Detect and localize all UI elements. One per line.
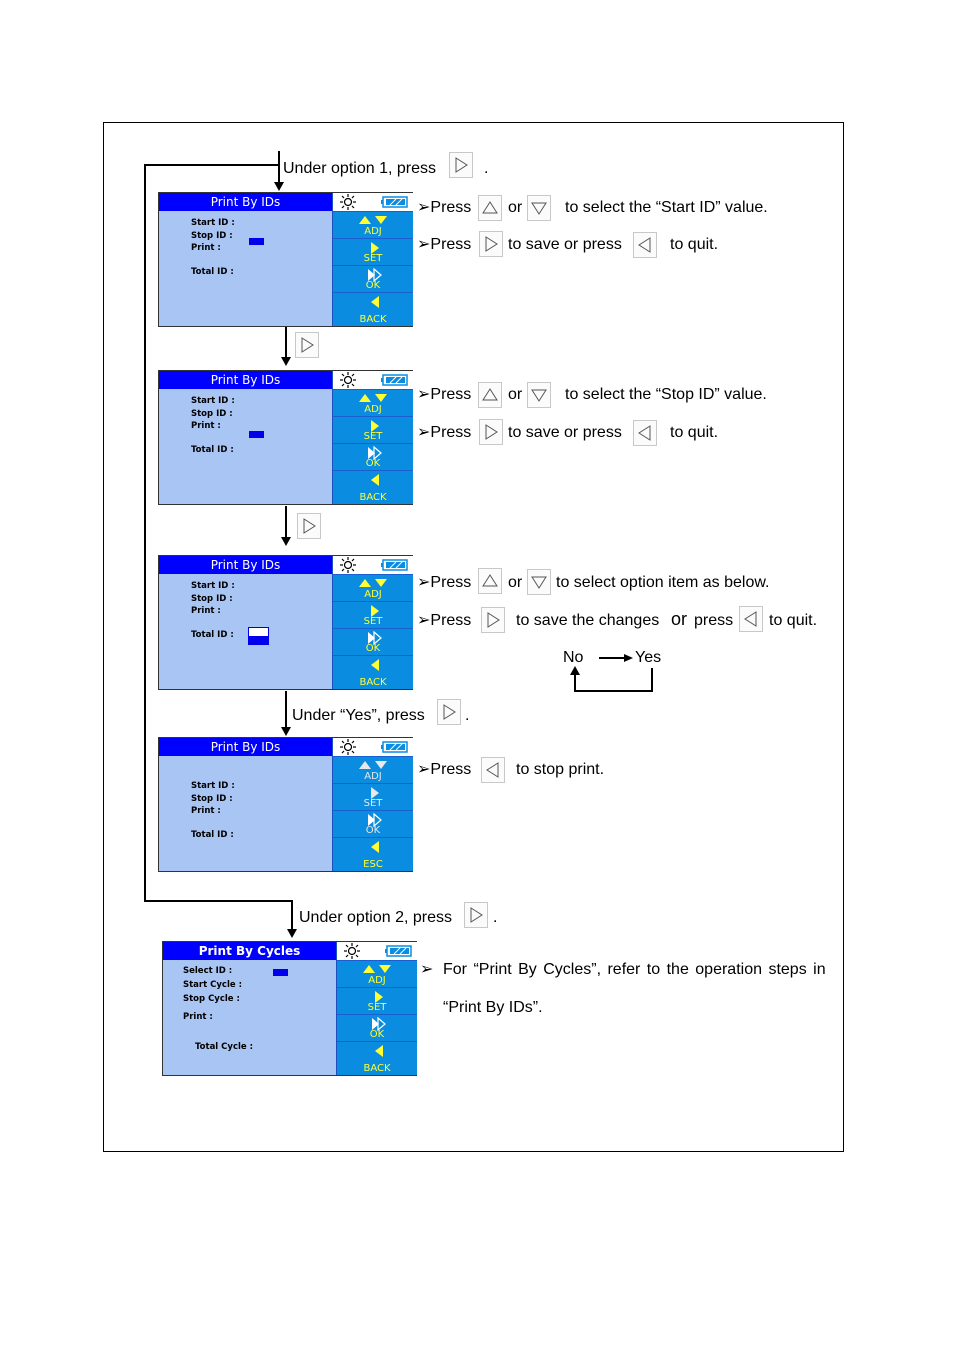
step1-text [283,160,436,178]
back-button[interactable] [333,292,413,326]
stop-id-label: Stop ID : [191,793,233,804]
battery-icon [384,942,414,960]
ok-label: OK [365,643,381,654]
right-key-icon [437,699,461,725]
brightness-icon [342,942,362,960]
option-cursor [248,627,269,645]
up-key-icon [478,382,502,408]
screen-fields [191,395,235,456]
instruction-save-changes [417,612,471,630]
cycles-note-line-1: For “Print By Cycles”, refer to the operation steps in [443,961,826,978]
start-id-label: Start ID : [191,781,235,791]
battery-icon [380,193,410,211]
print-label: Print : [191,806,221,816]
print-label: Print : [183,1012,213,1022]
lcd-screen-printing [158,737,413,872]
brightness-icon [338,193,358,211]
total-id-label: Total ID : [191,629,234,640]
ok-button[interactable] [333,810,413,837]
battery-icon [380,556,410,574]
quit-text: to quit. [670,424,719,441]
adj-label: ADJ [364,771,382,782]
screen-fields [191,217,235,278]
toggle-line [651,668,653,691]
screen-title: Print By IDs [159,193,332,211]
screen-side-panel [332,371,413,504]
adj-label: ADJ [364,226,382,237]
right-key-icon [297,513,321,539]
value-cursor [249,431,264,438]
start-id-label: Start ID : [191,218,235,228]
option2-dot: . [493,909,498,926]
ok-button[interactable] [333,628,413,655]
brightness-icon [338,738,358,756]
screen-side-panel [336,942,417,1075]
toggle-line [599,657,625,659]
up-down-arrows-icon [357,577,391,589]
adj-label: ADJ [364,589,382,600]
save-or-text: to save or press [508,424,622,441]
set-label: SET [363,253,383,264]
esc-label: ESC [363,859,383,870]
instruction-stop-print [417,761,471,779]
brightness-icon [338,371,358,389]
set-button[interactable] [333,238,413,265]
press-word: press [694,612,734,629]
bullet-arrow: ➢ [417,424,431,441]
adj-button[interactable] [333,389,413,416]
or-word: or [508,199,523,216]
start-cycle-label: Start Cycle : [183,980,242,990]
status-bar [333,556,413,574]
bullet-arrow: ➢ [417,612,431,629]
stop-print-text: to stop print. [516,761,605,778]
screen-side-panel [332,556,413,689]
step1-dot: . [484,160,489,177]
press-word: Press [430,574,472,591]
arrow-down [281,727,291,736]
bullet-arrow: ➢ [417,199,431,216]
option-no: No [563,649,584,666]
flow-line [144,164,146,902]
set-button[interactable] [337,987,417,1014]
right-key-icon [479,231,503,257]
bullet-arrow: ➢ [417,574,431,591]
esc-button[interactable] [333,837,413,871]
quit-text: to quit. [670,236,719,253]
toggle-line [574,674,576,691]
status-bar [333,371,413,389]
press-word: Press [430,386,472,403]
bullet-arrow: ➢ [420,961,434,978]
start-id-label: Start ID : [191,396,235,406]
down-key-icon [527,195,551,221]
or-word: or [671,609,688,629]
up-key-icon [478,568,502,594]
status-bar [333,738,413,756]
screen-fields [191,580,235,641]
back-button[interactable] [337,1041,417,1075]
battery-icon [380,738,410,756]
screen-title: Print By IDs [159,738,332,756]
right-key-icon [449,152,473,178]
back-button[interactable] [333,655,413,689]
or-word: or [508,386,523,403]
ok-label: OK [365,458,381,469]
stop-cycle-label: Stop Cycle : [183,994,240,1004]
toggle-line [574,690,653,692]
stop-id-label: Stop ID : [191,230,233,241]
flow-line [285,327,287,358]
brightness-icon [338,556,358,574]
print-label: Print : [191,243,221,253]
left-key-icon [633,232,657,258]
screen-fields [183,964,253,1054]
arrow-up [570,666,580,675]
adj-label: ADJ [368,975,386,986]
status-bar [337,942,417,960]
screen-side-panel [332,193,413,326]
screen-fields [191,780,235,841]
back-label: BACK [363,1063,391,1074]
down-key-icon [527,569,551,595]
arrow-down [281,357,291,366]
bullet-arrow: ➢ [417,761,431,778]
arrow-down [274,182,284,191]
up-down-arrows-icon [357,392,391,404]
left-arrow-icon [357,295,391,309]
back-label: BACK [359,492,387,503]
start-id-label: Start ID : [191,581,235,591]
value-cursor [273,969,288,976]
start-select-text: to select the “Start ID” value. [565,199,768,216]
left-arrow-icon [357,658,391,672]
stop-id-label: Stop ID : [191,408,233,419]
press-word: Press [430,612,472,629]
right-key-icon [464,902,488,928]
screen-side-panel [332,738,413,871]
left-arrow-icon [361,1044,395,1058]
press-word: Press [430,761,472,778]
save-changes-text: to save the changes [516,612,660,629]
flow-line [291,900,293,930]
down-key-icon [527,382,551,408]
print-label: Print : [191,606,221,616]
instruction-stop-select [417,386,471,404]
ok-button[interactable] [337,1014,417,1041]
adj-label: ADJ [364,404,382,415]
set-button[interactable] [333,601,413,628]
yes-step-dot: . [465,707,470,724]
up-key-icon [478,195,502,221]
set-button[interactable] [333,416,413,443]
cycles-note-line-2: “Print By IDs”. [443,999,543,1016]
adj-button[interactable] [333,211,413,238]
ok-label: OK [365,280,381,291]
value-cursor [249,238,264,245]
flow-line [278,151,280,183]
ok-label: OK [365,825,381,836]
total-id-label: Total ID : [191,829,234,840]
ok-button[interactable] [333,443,413,470]
lcd-screen-stop-id [158,370,413,505]
or-word: or [508,574,523,591]
up-down-arrows-icon [357,214,391,226]
option2-text: Under option 2, press [299,909,452,926]
right-key-icon [481,607,505,633]
arrow-down [281,537,291,546]
total-cycle-label: Total Cycle : [195,1042,254,1052]
screen-title: Print By IDs [159,371,332,389]
left-key-icon [633,420,657,446]
left-key-icon [481,757,505,783]
right-key-icon [295,332,319,358]
right-key-icon [479,419,503,445]
instruction-start-select [417,199,471,217]
step1-label: Under option 1, press [283,160,436,177]
flow-line [285,506,287,538]
back-label: BACK [359,677,387,688]
back-button[interactable] [333,470,413,504]
instruction-option-select [417,574,471,592]
flow-line [285,691,287,728]
instruction-save-1 [417,236,471,254]
yes-step-text: Under “Yes”, press [292,707,425,724]
total-id-label: Total ID : [191,444,234,455]
flow-line [144,164,279,166]
option-yes: Yes [635,649,662,666]
instruction-save-2 [417,424,471,442]
set-label: SET [363,431,383,442]
adj-button[interactable] [333,574,413,601]
back-label: BACK [359,314,387,325]
set-label: SET [367,1002,387,1013]
screen-title: Print By Cycles [163,942,336,960]
flow-line [144,900,292,902]
ok-label: OK [369,1029,385,1040]
select-id-label: Select ID : [183,966,233,976]
lcd-screen-by-cycles [162,941,417,1076]
set-label: SET [363,798,383,809]
set-button[interactable] [333,783,413,810]
adj-button[interactable] [333,756,413,783]
quit-text: to quit. [769,612,818,629]
total-id-label: Total ID : [191,266,234,277]
arrow-right [624,654,633,662]
left-arrow-icon [357,473,391,487]
up-down-arrows-icon [357,759,391,771]
bullet-arrow: ➢ [417,386,431,403]
stop-select-text: to select the “Stop ID” value. [565,386,767,403]
print-label: Print : [191,421,221,431]
press-word: Press [430,424,472,441]
up-down-arrows-icon [361,963,395,975]
ok-button[interactable] [333,265,413,292]
battery-icon [380,371,410,389]
left-key-icon [739,606,763,632]
lcd-screen-start-id [158,192,413,327]
screen-title: Print By IDs [159,556,332,574]
bullet-arrow: ➢ [417,236,431,253]
option-select-text: to select option item as below. [556,574,770,591]
set-label: SET [363,616,383,627]
lcd-screen-print-option [158,555,413,690]
stop-id-label: Stop ID : [191,593,233,604]
status-bar [333,193,413,211]
left-arrow-icon [357,840,391,854]
arrow-down [287,929,297,938]
save-or-text: to save or press [508,236,622,253]
press-word: Press [430,236,472,253]
adj-button[interactable] [337,960,417,987]
press-word: Press [430,199,472,216]
